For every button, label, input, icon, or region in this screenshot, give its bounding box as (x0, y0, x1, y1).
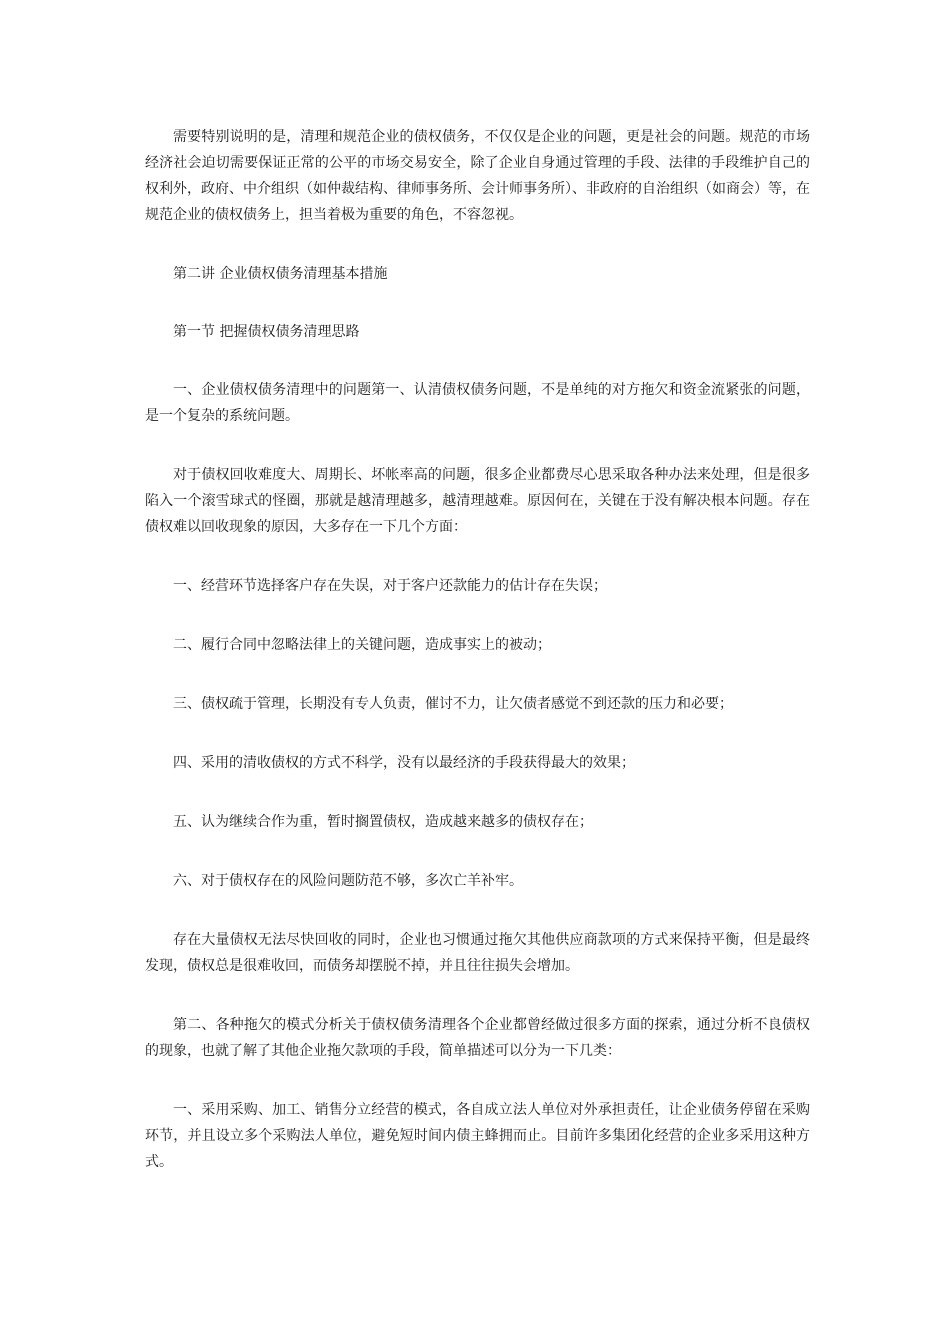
list-item-model-1: 一、采用采购、加工、销售分立经营的模式，各自成立法人单位对外承担责任，让企业债务停留在采购环节，并且设立多个采购法人单位，避免短时间内债主蜂拥而止。目前许多集团化经营的企业多采用这种方式。 (145, 1102, 810, 1170)
paragraph-problem-one: 一、企业债权债务清理中的问题第一、认清债权债务问题，不是单纯的对方拖欠和资金流紧张的问题，是一个复杂的系统问题。 (145, 382, 810, 424)
document-body (145, 124, 810, 1208)
list-item-reason-3: 三、债权疏于管理，长期没有专人负责，催讨不力，让欠债者感觉不到还款的压力和必要； (173, 696, 733, 712)
paragraph-debt-balance: 存在大量债权无法尽快回收的同时，企业也习惯通过拖欠其他供应商款项的方式来保持平衡，但是最终发现，债权总是很难收回，而债务却摆脱不掉，并且往往损失会增加。 (145, 932, 810, 974)
paragraph-arrears-models: 第二、各种拖欠的模式分析关于债权债务清理各个企业都曾经做过很多方面的探索，通过分析不良债权的现象，也就了解了其他企业拖欠款项的手段，简单描述可以分为一下几类： (145, 1017, 810, 1059)
list-item-reason-5: 五、认为继续合作为重，暂时搁置债权，造成越来越多的债权存在； (173, 814, 593, 830)
list-item-reason-4: 四、采用的清收债权的方式不科学，没有以最经济的手段获得最大的效果； (173, 755, 635, 771)
paragraph-collection-difficulty: 对于债权回收难度大、周期长、坏帐率高的问题，很多企业都费尽心思采取各种办法来处理，但是很多陷入一个滚雪球式的怪圈，那就是越清理越多，越清理越难。原因何在，关键在于没有解决根本问题。存在债权难以回收现象的原因，大多存在一下几个方面： (145, 467, 810, 535)
list-item-reason-1: 一、经营环节选择客户存在失误，对于客户还款能力的估计存在失误； (173, 578, 607, 594)
list-item-reason-6: 六、对于债权存在的风险问题防范不够，多次亡羊补牢。 (173, 873, 523, 889)
paragraph-intro-note: 需要特别说明的是，清理和规范企业的债权债务，不仅仅是企业的问题，更是社会的问题。规范的市场经济社会迫切需要保证正常的公平的市场交易安全，除了企业自身通过管理的手段、法律的手段维护自己的权利外，政府、中介组织（如仲裁结构、律师事务所、会计师事务所）、非政府的自治组织（如商会）等，在规范企业的债权债务上，担当着极为重要的角色，不容忽视。 (145, 129, 810, 223)
lecture-heading: 第二讲 企业债权债务清理基本措施 (173, 266, 388, 282)
list-item-reason-2: 二、履行合同中忽略法律上的关键问题，造成事实上的被动； (173, 637, 551, 653)
section-heading: 第一节 把握债权债务清理思路 (173, 324, 360, 340)
